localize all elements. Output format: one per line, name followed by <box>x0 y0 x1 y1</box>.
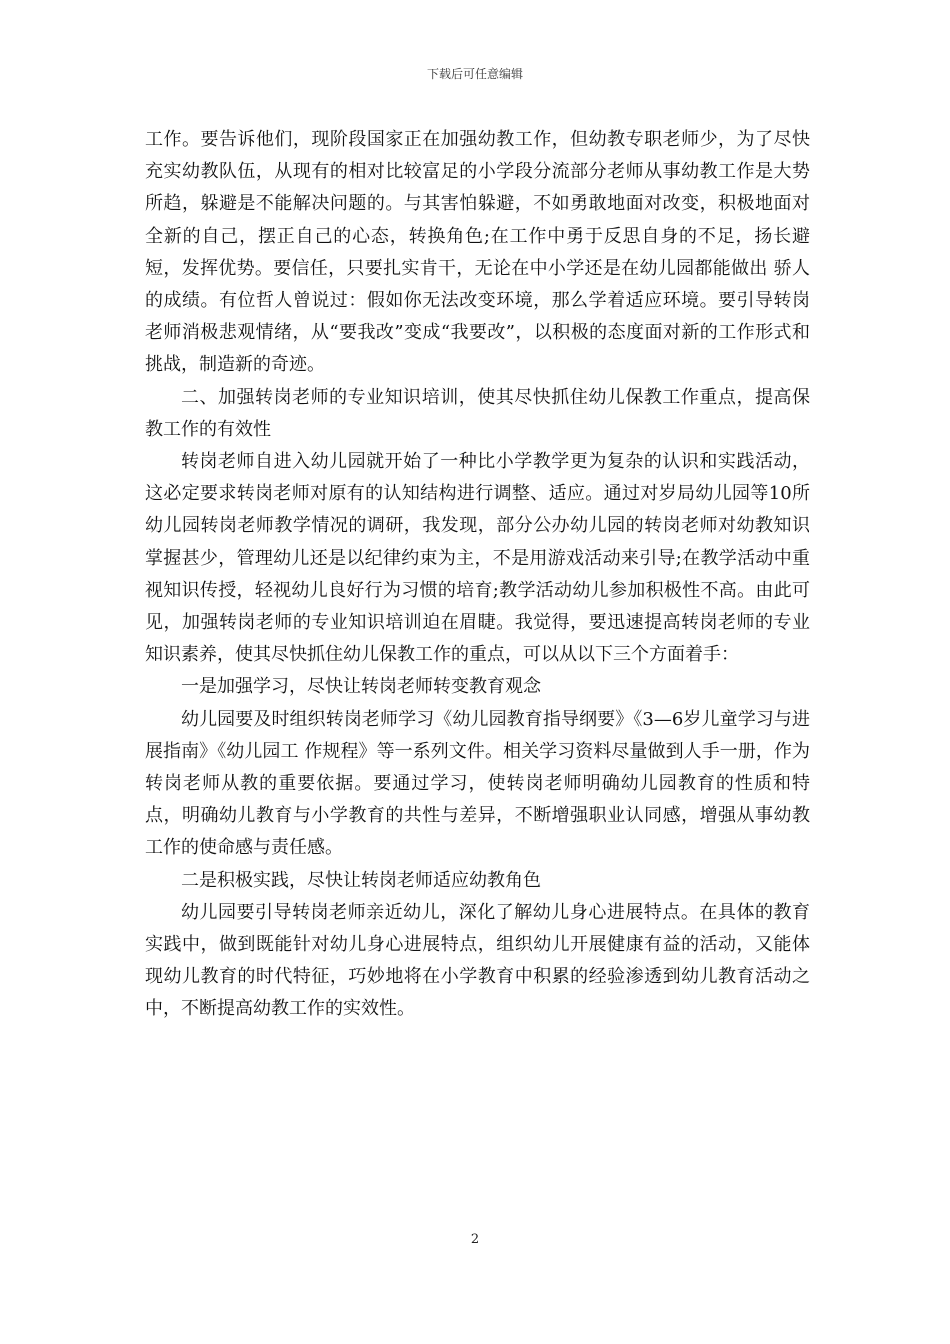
page-number: 2 <box>470 1232 480 1247</box>
paragraph-7: 幼儿园要引导转岗老师亲近幼儿，深化了解幼儿身心进展特点。在具体的教育实践中，做到既能针对幼儿身心进展特点，组织幼儿开展健康有益的活动，又能体现幼儿教育的时代特征，巧妙地将在小学教育中积累的经验渗透到幼儿教育活动之中，不断提高幼教工作的实效性。 <box>145 901 810 1020</box>
page-header: 下载后可任意编辑 <box>426 67 523 81</box>
section-heading-2: 二、加强转岗老师的专业知识培训，使其尽快抓住幼儿保教工作重点，提高保教工作的有效性 <box>145 386 810 440</box>
paragraph-1: 工作。要告诉他们，现阶段国家正在加强幼教工作，但幼教专职老师少，为了尽快充实幼教队伍，从现有的相对比较富足的小学段分流部分老师从事幼教工作是大势所趋，躲避是不能解决问题的。与其害怕躲避，不如勇敢地面对改变，积极地面对全新的自己，摆正自己的心态，转换角色;在工作中勇于反思自身的不足，扬长避短，发挥优势。要信任，只要扎实肯干，无论在中小学还是在幼儿园都能做出 骄人的成绩。有位哲人曾说过：假如你无法改变环境，那么学着适应环境。要引导转岗老师消极悲观情绪，从“要我改”变成“我要改”，以积极的态度面对新的工作形式和挑战，制造新的奇迹。 <box>145 129 810 376</box>
paragraph-3: 转岗老师自进入幼儿园就开始了一种比小学教学更为复杂的认识和实践活动，这必定要求转岗老师对原有的认知结构进行调整、适应。通过对岁局幼儿园等10所幼儿园转岗老师教学情况的调研，我发现，部分公办幼儿园的转岗老师对幼教知识掌握甚少，管理幼儿还是以纪律约束为主，不是用游戏活动来引导;在教学活动中重视知识传授，轻视幼儿良好行为习惯的培育;教学活动幼儿参加积极性不高。由此可见，加强转岗老师的专业知识培训迫在眉睫。我觉得，要迅速提高转岗老师的专业知识素养，使其尽快抓住幼儿保教工作的重点，可以从以下三个方面着手： <box>145 451 810 666</box>
document-body <box>145 124 810 1026</box>
paragraph-5: 幼儿园要及时组织转岗老师学习《幼儿园教育指导纲要》《3—6岁儿童学习与进展指南》《幼儿园工 作规程》等一系列文件。相关学习资料尽量做到人手一册，作为转岗老师从教的重要依据。要通过学习，使转岗老师明确幼儿园教育的性质和特点，明确幼儿教育与小学教育的共性与差异，不断增强职业认同感，增强从事幼教工作的使命感与责任感。 <box>145 708 810 859</box>
subheading-2: 二是积极实践，尽快让转岗老师适应幼教角色 <box>181 869 541 891</box>
subheading-1: 一是加强学习，尽快让转岗老师转变教育观念 <box>181 676 541 698</box>
